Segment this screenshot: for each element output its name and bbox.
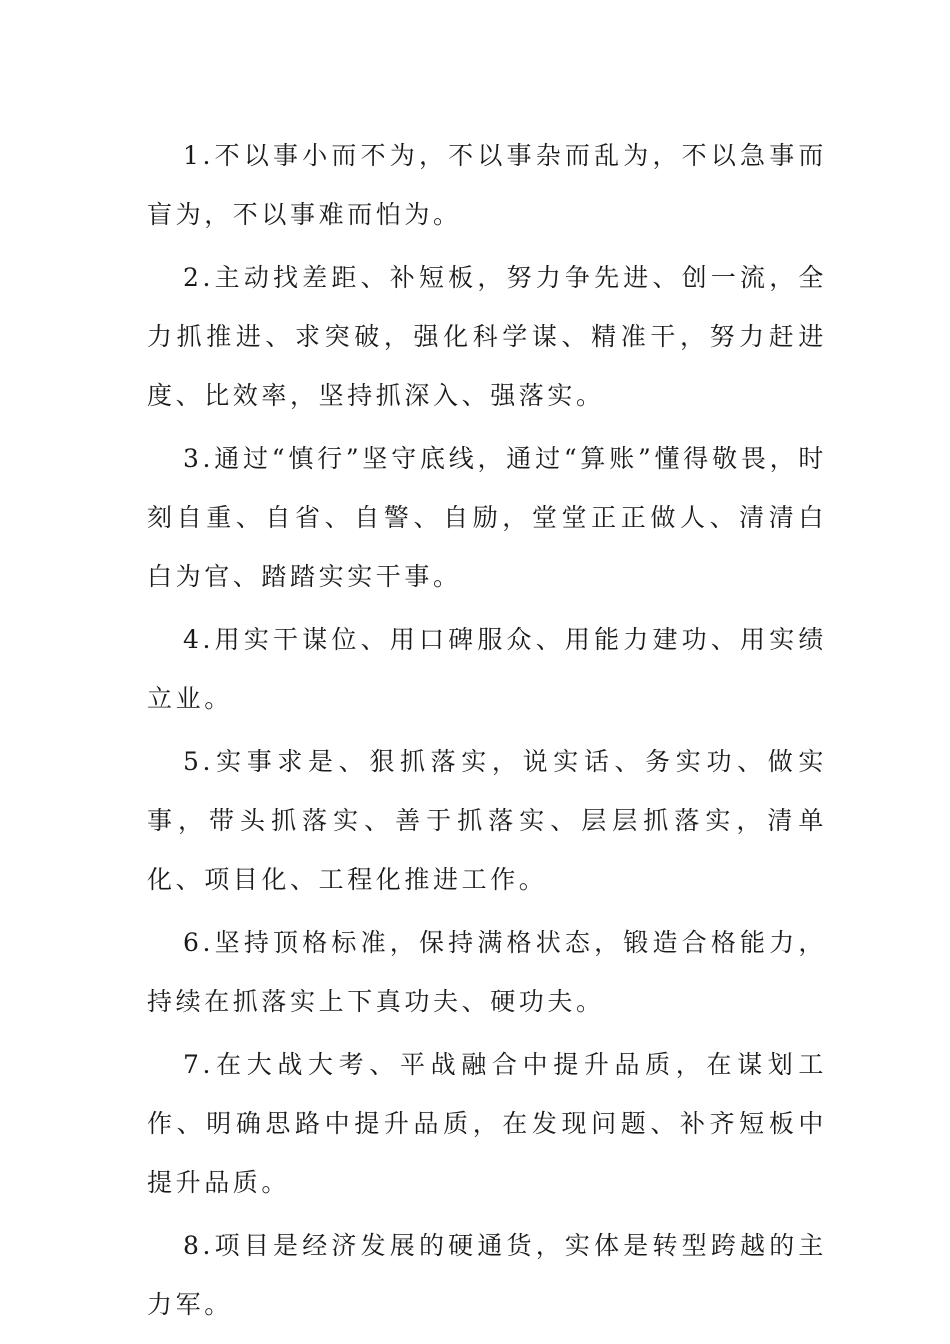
paragraph-3: 3.通过“慎行”坚守底线，通过“算账”懂得敬畏，时刻自重、自省、自警、自励，堂堂正正做人、清清白白为官、踏踏实实干事。 bbox=[147, 444, 827, 591]
document-body bbox=[147, 126, 827, 1334]
paragraph-8: 8.项目是经济发展的硬通货，实体是转型跨越的主力军。 bbox=[147, 1231, 827, 1319]
paragraph-4: 4.用实干谋位、用口碑服众、用能力建功、用实绩立业。 bbox=[147, 625, 827, 713]
paragraph-7: 7.在大战大考、平战融合中提升品质，在谋划工作、明确思路中提升品质，在发现问题、补齐短板中提升品质。 bbox=[147, 1050, 827, 1197]
paragraph-2: 2.主动找差距、补短板，努力争先进、创一流，全力抓推进、求突破，强化科学谋、精准干，努力赶进度、比效率，坚持抓深入、强落实。 bbox=[147, 263, 827, 410]
paragraph-1: 1.不以事小而不为，不以事杂而乱为，不以急事而盲为，不以事难而怕为。 bbox=[147, 141, 827, 229]
paragraph-6: 6.坚持顶格标准，保持满格状态，锻造合格能力，持续在抓落实上下真功夫、硬功夫。 bbox=[147, 928, 827, 1016]
paragraph-5: 5.实事求是、狠抓落实，说实话、务实功、做实事，带头抓落实、善于抓落实、层层抓落实，清单化、项目化、工程化推进工作。 bbox=[147, 747, 827, 894]
